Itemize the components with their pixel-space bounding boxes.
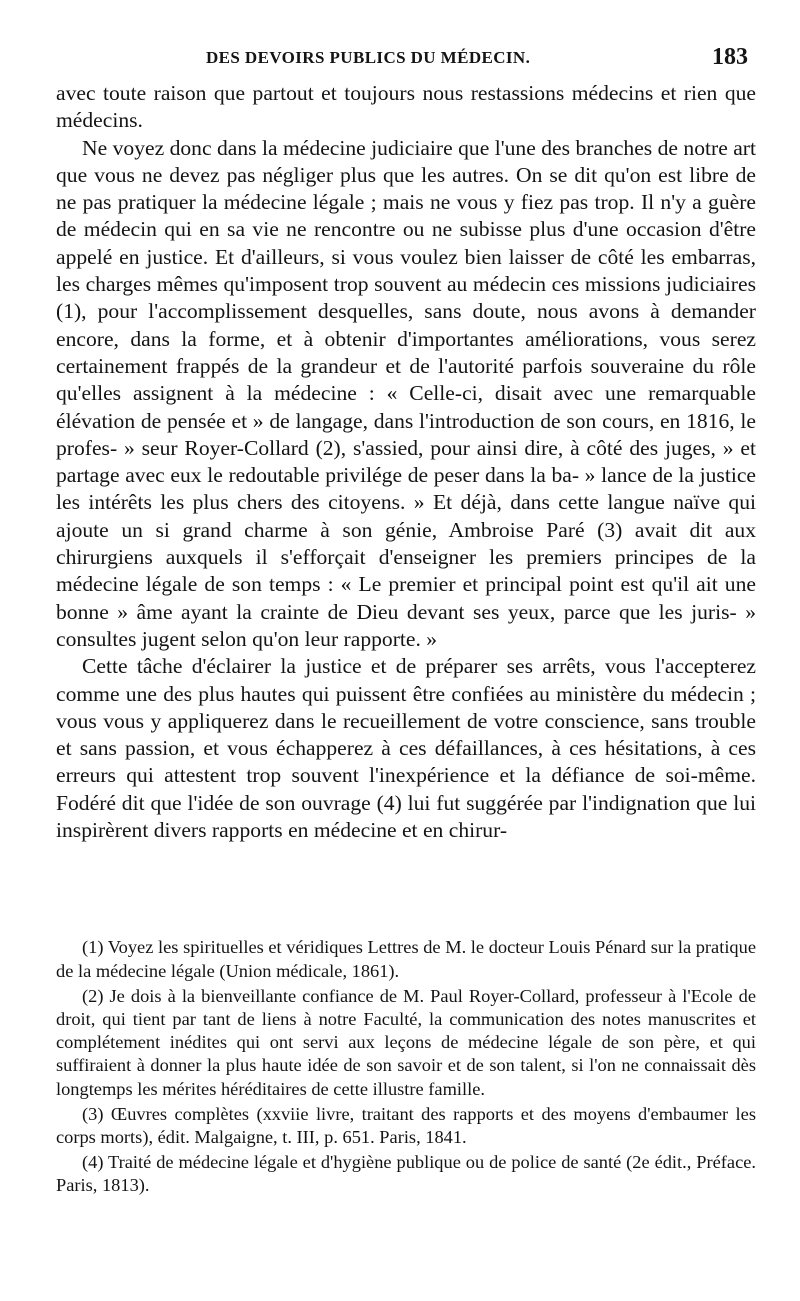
- footnotes: [56, 936, 756, 1197]
- footnote-2: (2) Je dois à la bienveillante confiance de M. Paul Royer-Collard, professeur à l'Ecole de droit, qui tient par tant de liens à notre Faculté, la communication des notes manuscrites et complétement inédites qui ont servi aux leçons de médecine légale de son père, et qui suffiraient à donner la plus haute idée de son savoir et de son talent, si l'on ne connaissait dès longtemps les mérites héréditaires de cette illustre famille.: [56, 985, 756, 1099]
- footnote-3: (3) Œuvres complètes (xxviie livre, traitant des rapports et des moyens d'embaumer les corps morts), édit. Malgaigne, t. III, p. 651. Paris, 1841.: [56, 1103, 756, 1147]
- paragraph: Ne voyez donc dans la médecine judiciaire que l'une des branches de notre art que vous ne devez pas négliger plus que les autres. On se dit qu'on est libre de ne pas pratiquer la médecine légale ; mais ne vous y fiez pas trop. Il n'y a guère de médecin qui en sa vie ne rencontre ou ne subisse plus d'une occasion d'être appelé en justice. Et d'ailleurs, si vous voulez bien laisser de côté les embarras, les charges mêmes qu'imposent trop souvent au médecin ces missions judiciaires (1), pour l'accomplissement desquelles, sans doute, nous avons à demander encore, dans la forme, et à obtenir d'importantes améliorations, vous serez certainement frappés de la grandeur et de l'autorité parfois souveraine du rôle qu'elles assignent à la médecine : « Celle-ci, disait avec une remarquable élévation de pensée et » de langage, dans l'introduction de son cours, en 1816, le profes- » seur Royer-Collard (2), s'assied, pour ainsi dire, à côté des juges, » et partage avec eux le redoutable privilége de peser dans la ba- » lance de la justice les intérêts les plus chers des citoyens. » Et déjà, dans cette langue naïve qui ajoute un si grand charme à son génie, Ambroise Paré (3) avait dit aux chirurgiens auxquels il s'efforçait d'enseigner les premiers principes de la médecine légale de son temps : « Le premier et principal point est qu'il ait une bonne » âme ayant la crainte de Dieu devant ses yeux, parce que les juris- » consultes jugent selon qu'on leur rapporte. »: [56, 135, 756, 651]
- running-title: DES DEVOIRS PUBLICS DU MÉDECIN.: [206, 48, 531, 67]
- paragraph-continued: avec toute raison que partout et toujours nous restassions médecins et rien que médecins.: [56, 81, 756, 133]
- body-text: [56, 80, 756, 844]
- footnote-1: (1) Voyez les spirituelles et véridiques Lettres de M. le docteur Louis Pénard sur la pratique de la médecine légale (Union médicale, 1861).: [56, 937, 756, 981]
- page-number: 183: [712, 44, 748, 70]
- running-head: [56, 40, 756, 80]
- paragraph: Cette tâche d'éclairer la justice et de préparer ses arrêts, vous l'accepterez comme une des plus hautes qui puissent être confiées au ministère du médecin ; vous vous y appliquerez dans le recueillement de votre conscience, sans trouble et sans passion, et vous échapperez à ces défaillances, à ces hésitations, à ces erreurs qui attestent trop souvent l'inexpérience et la défiance de soi-même. Fodéré dit que l'idée de son ouvrage (4) lui fut suggérée par l'indignation que lui inspirèrent divers rapports en médecine et en chirur-: [56, 654, 756, 843]
- footnote-4: (4) Traité de médecine légale et d'hygiène publique ou de police de santé (2e édit., Préface. Paris, 1813).: [56, 1152, 756, 1196]
- footnote-separator-space: [56, 844, 756, 936]
